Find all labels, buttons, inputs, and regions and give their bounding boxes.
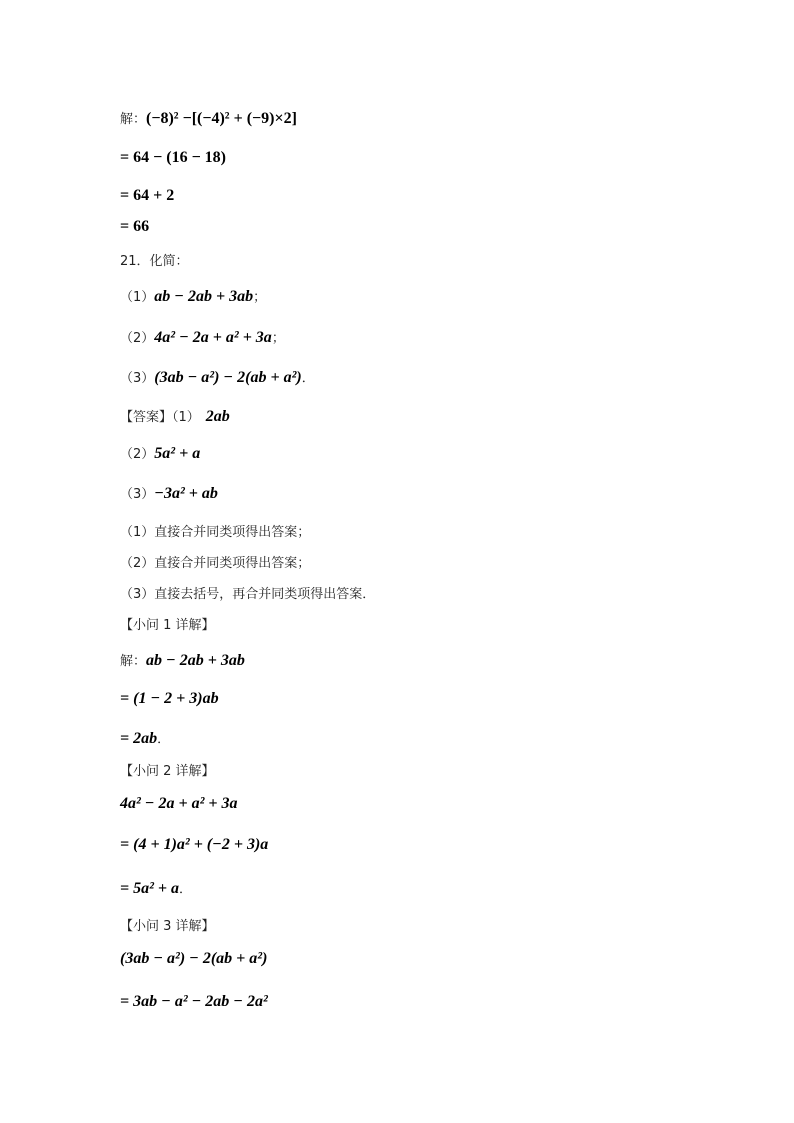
question-item: （2）4a² − 2a + a² + 3a； <box>120 329 285 346</box>
math-step: = 64 + 2 <box>120 187 175 204</box>
solution-label: 解： <box>120 654 147 669</box>
math-step: 4a² − 2a + a² + 3a <box>120 795 238 812</box>
math-expression: −3a² + ab <box>154 485 218 502</box>
math-expression: = 5a² + a <box>120 880 180 897</box>
math-expression: 5a² + a <box>154 445 201 462</box>
solution-line-1 <box>120 108 297 128</box>
section-heading: 【小问 1 详解】 <box>120 618 215 633</box>
item-number: （1） <box>120 290 155 305</box>
answer-line <box>120 483 218 503</box>
math-expression: 4a² − 2a + a² + 3a <box>154 329 272 346</box>
math-step: = (1 − 2 + 3)ab <box>120 690 219 707</box>
math-step-final: = 2ab． <box>120 730 171 747</box>
math-expression: (−8)² −[(−4)² + (−9)×2] <box>146 110 297 127</box>
math-expression: = 2ab <box>120 730 158 747</box>
math-step-final: = 5a² + a． <box>120 880 193 897</box>
section-heading: 【小问 2 详解】 <box>120 764 215 779</box>
item-number: （2） <box>120 331 155 346</box>
answer-label: 【答案】 <box>120 410 173 425</box>
math-expression: 2ab <box>205 408 230 425</box>
answer-line <box>120 443 200 463</box>
solution-label: 解： <box>120 112 147 127</box>
analysis-line: （1）直接合并同类项得出答案； <box>120 525 311 540</box>
math-step: = 64 − (16 − 18) <box>120 149 227 166</box>
item-number: （1） <box>172 410 200 425</box>
math-expression: ab − 2ab + 3ab <box>154 288 254 305</box>
question-title: 21．化简： <box>120 254 189 269</box>
math-expression: ab − 2ab + 3ab <box>146 652 245 669</box>
math-step: = 3ab − a² − 2ab − 2a² <box>120 993 268 1010</box>
section-heading: 【小问 3 详解】 <box>120 919 215 934</box>
analysis-line: （2）直接合并同类项得出答案； <box>120 556 311 571</box>
item-number: （2） <box>120 447 155 462</box>
question-item: （3）(3ab − a²) − 2(ab + a²)． <box>120 369 315 386</box>
question-item: （1）ab − 2ab + 3ab； <box>120 288 267 305</box>
item-number: （3） <box>120 487 155 502</box>
analysis-line: （3）直接去括号，再合并同类项得出答案． <box>120 587 376 602</box>
math-step: (3ab − a²) − 2(ab + a²) <box>120 950 268 967</box>
solution-line <box>120 650 245 670</box>
item-number: （3） <box>120 371 155 386</box>
math-step: = 66 <box>120 218 150 235</box>
answer-line <box>120 406 230 426</box>
math-step: = (4 + 1)a² + (−2 + 3)a <box>120 836 269 853</box>
math-expression: (3ab − a²) − 2(ab + a²) <box>154 369 302 386</box>
